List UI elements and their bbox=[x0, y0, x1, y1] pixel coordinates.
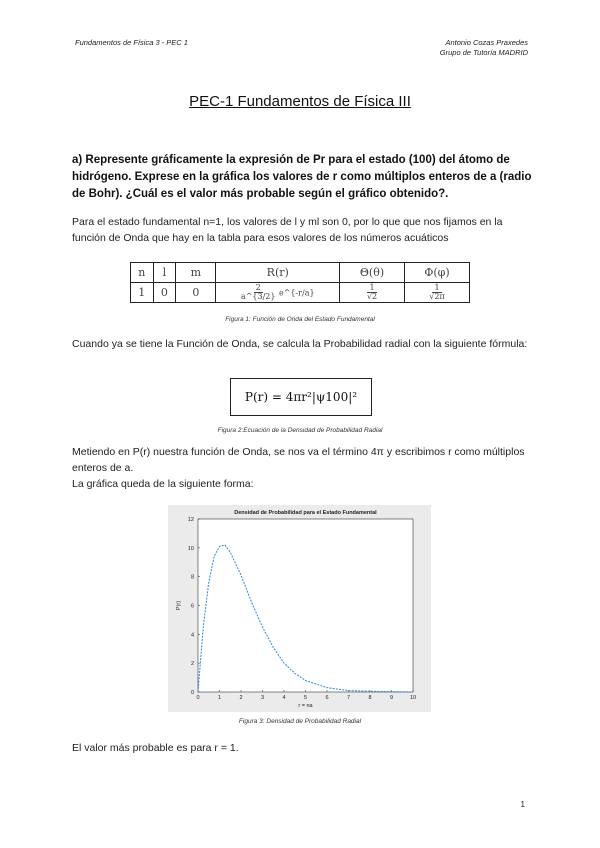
y-axis-label: P(r) bbox=[176, 600, 182, 611]
paragraph-3 bbox=[72, 444, 534, 492]
table-cell-theta bbox=[340, 283, 405, 303]
paragraph-3a: Metiendo en P(r) nuestra función de Onda, se nos va el término 4π y escribimos r como múltiplos enteros de a. bbox=[72, 446, 525, 474]
header-right bbox=[440, 38, 528, 58]
R-exponential: e^{-r/a} bbox=[278, 288, 315, 298]
header-left: Fundamentos de Física 3 - PEC 1 bbox=[75, 38, 188, 47]
x-tick-label: 3 bbox=[260, 695, 265, 701]
table-cell-l: 0 bbox=[153, 283, 176, 303]
x-tick-label: 2 bbox=[239, 695, 243, 701]
paragraph-3b: La gráfica queda de la siguiente forma: bbox=[72, 478, 254, 490]
x-tick-label: 4 bbox=[282, 695, 286, 701]
answer-text: El valor más probable es para r = 1. bbox=[72, 742, 239, 754]
y-tick-label: 12 bbox=[187, 517, 194, 523]
theta-numerator: 1 bbox=[369, 283, 375, 292]
formula-box bbox=[230, 378, 372, 416]
y-tick-label: 0 bbox=[190, 690, 194, 696]
question-text: a) Represente gráficamente la expresión de Pr para el estado (100) del átomo de hidrógeno. Exprese en la gráfica los valores de r como múltiplos enteros de a (radio de Bohr). ¿Cuál es el valor más probable según el gráfico obtenido?. bbox=[72, 154, 532, 200]
page-number: 1 bbox=[520, 800, 525, 809]
table-header-m: m bbox=[176, 263, 216, 283]
x-tick-label: 9 bbox=[389, 695, 394, 701]
formula-text: P(r) = 4πr²|ψ100|² bbox=[244, 390, 358, 404]
caption-figure-3: Figura 3: Densidad de Probabilidad Radial bbox=[238, 718, 362, 725]
table-cell-phi bbox=[405, 283, 470, 303]
x-tick-label: 6 bbox=[325, 695, 329, 701]
paragraph-1: Para el estado fundamental n=1, los valores de l y ml son 0, por lo que que nos fijamos en la función de Onda que hay en la tabla para esos valores de los números acuáticos bbox=[72, 216, 503, 244]
header-author: Antonio Cozas Praxedes bbox=[445, 38, 528, 47]
table-cell-m: 0 bbox=[176, 283, 216, 303]
x-tick-label: 0 bbox=[196, 695, 200, 701]
table-header-n: n bbox=[131, 263, 154, 283]
wavefunction-table bbox=[130, 262, 470, 303]
header-group: Grupo de Tutoría MADRID bbox=[439, 48, 528, 57]
x-axis-label: r = na bbox=[298, 703, 313, 709]
x-tick-label: 7 bbox=[346, 695, 351, 701]
caption-figure-2: Figura 2:Ecuación de la Densidad de Probabilidad Radial bbox=[217, 427, 383, 434]
probability-density-chart bbox=[168, 505, 431, 712]
paragraph-2: Cuando ya se tiene la Función de Onda, se calcula la Probabilidad radial con la siguiente fórmula: bbox=[72, 338, 528, 350]
x-tick-label: 10 bbox=[409, 695, 417, 701]
phi-denominator: √2π bbox=[429, 292, 445, 301]
table-row bbox=[131, 283, 470, 303]
R-fraction bbox=[241, 284, 276, 301]
x-tick-label: 8 bbox=[368, 695, 372, 701]
table-cell-n: 1 bbox=[131, 283, 154, 303]
x-tick-label: 5 bbox=[303, 695, 308, 701]
table-cell-R bbox=[216, 283, 340, 303]
y-tick-label: 8 bbox=[190, 574, 194, 581]
table-header-phi: Φ(φ) bbox=[405, 263, 470, 283]
plot-area bbox=[198, 519, 413, 692]
table-header-R: R(r) bbox=[216, 263, 340, 283]
chart-title: Densidad de Probabilidad para el Estado Fundamental bbox=[234, 510, 377, 516]
x-tick-label: 1 bbox=[217, 695, 222, 701]
phi-numerator: 1 bbox=[434, 283, 440, 292]
phi-fraction bbox=[429, 284, 444, 301]
theta-denominator: √2 bbox=[366, 292, 378, 301]
theta-fraction bbox=[367, 284, 377, 301]
page-title: PEC-1 Fundamentos de Física III bbox=[189, 93, 411, 110]
table-header-theta: Θ(θ) bbox=[340, 263, 405, 283]
y-tick-label: 6 bbox=[190, 603, 194, 610]
R-numerator: 2 bbox=[255, 283, 261, 292]
R-denominator: a^{3/2} bbox=[240, 292, 276, 301]
table-header-l: l bbox=[153, 263, 176, 283]
caption-figure-1: Figura 1: Función de Onda del Estado Fundamental bbox=[225, 316, 375, 323]
y-tick-label: 10 bbox=[187, 545, 194, 552]
y-tick-label: 2 bbox=[190, 661, 194, 668]
y-tick-label: 4 bbox=[190, 632, 194, 639]
table-header-row bbox=[131, 263, 470, 283]
